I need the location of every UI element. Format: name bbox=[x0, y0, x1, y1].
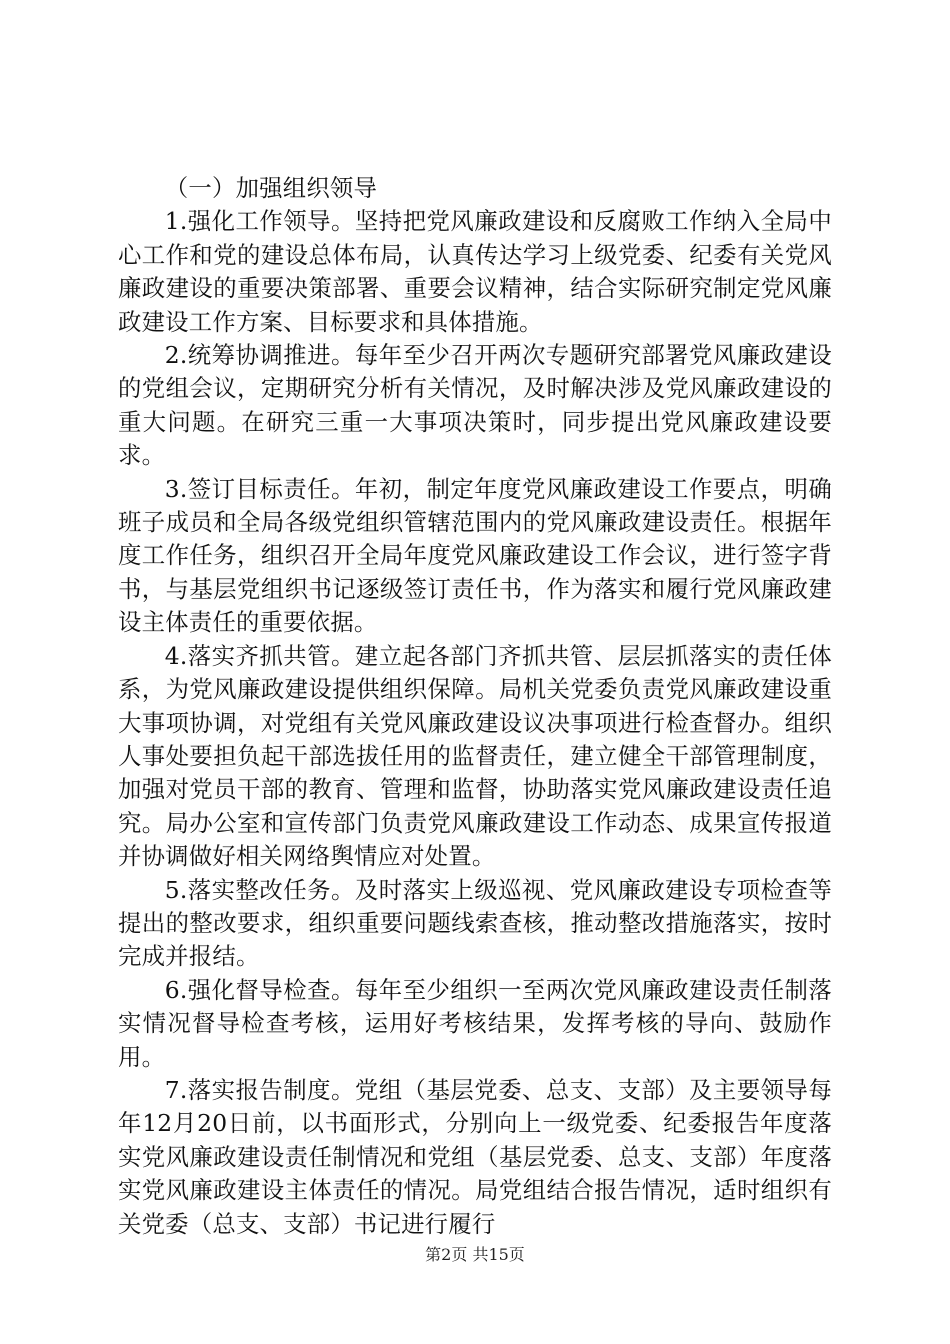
paragraph-6: 6.强化督导检查。每年至少组织一至两次党风廉政建设责任制落实情况督导检查考核，运用好考核结果，发挥考核的导向、鼓励作用。 bbox=[118, 975, 832, 1071]
document-body bbox=[118, 172, 832, 1241]
paragraph-2: 2.统筹协调推进。每年至少召开两次专题研究部署党风廉政建设的党组会议，定期研究分析有关情况，及时解决涉及党风廉政建设的重大问题。在研究三重一大事项决策时，同步提出党风廉政建设要求。 bbox=[118, 341, 832, 470]
paragraph-7: 7.落实报告制度。党组（基层党委、总支、支部）及主要领导每年12月20日前，以书面形式，分别向上一级党委、纪委报告年度落实党风廉政建设责任制情况和党组（基层党委、总支、支部）年度落实党风廉政建设主体责任的情况。局党组结合报告情况，适时组织有关党委（总支、支部）书记进行履行 bbox=[118, 1075, 832, 1238]
paragraph-3: 3.签订目标责任。年初，制定年度党风廉政建设工作要点，明确班子成员和全局各级党组织管辖范围内的党风廉政建设责任。根据年度工作任务，组织召开全局年度党风廉政建设工作会议，进行签字背书，与基层党组织书记逐级签订责任书，作为落实和履行党风廉政建设主体责任的重要依据。 bbox=[118, 474, 832, 637]
section-heading: （一）加强组织领导 bbox=[164, 174, 378, 202]
paragraph-4: 4.落实齐抓共管。建立起各部门齐抓共管、层层抓落实的责任体系，为党风廉政建设提供组织保障。局机关党委负责党风廉政建设重大事项协调，对党组有关党风廉政建设议决事项进行检查督办。组织人事处要担负起干部选拔任用的监督责任，建立健全干部管理制度，加强对党员干部的教育、管理和监督，协助落实党风廉政建设责任追究。局办公室和宣传部门负责党风廉政建设工作动态、成果宣传报道并协调做好相关网络舆情应对处置。 bbox=[118, 641, 832, 871]
paragraph-1: 1.强化工作领导。坚持把党风廉政建设和反腐败工作纳入全局中心工作和党的建设总体布局，认真传达学习上级党委、纪委有关党风廉政建设的重要决策部署、重要会议精神，结合实际研究制定党风廉政建设工作方案、目标要求和具体措施。 bbox=[118, 207, 832, 336]
page-number-footer: 第2页 共15页 bbox=[425, 1245, 525, 1264]
paragraph-5: 5.落实整改任务。及时落实上级巡视、党风廉政建设专项检查等提出的整改要求，组织重要问题线索查核，推动整改措施落实，按时完成并报结。 bbox=[118, 875, 832, 971]
